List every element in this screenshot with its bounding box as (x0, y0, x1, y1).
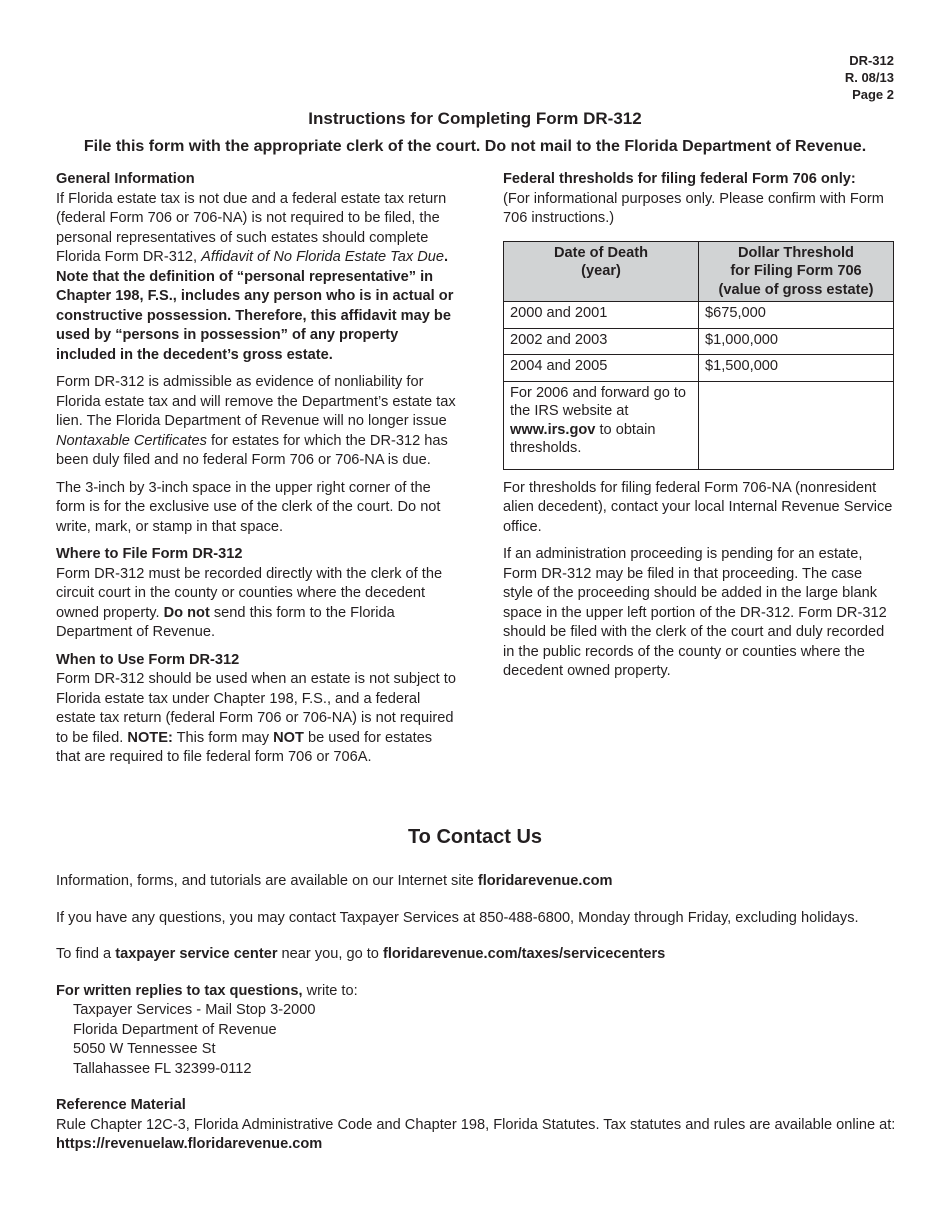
contact-info: Information, forms, and tutorials are available on our Internet site floridarevenue.com (56, 873, 613, 889)
page-title: Instructions for Completing Form DR-312 (308, 109, 642, 128)
general-information-heading: General Information (56, 171, 195, 187)
table-row (504, 381, 894, 469)
general-paragraph-1: If Florida estate tax is not due and a federal estate tax return (federal Form 706 or 706-NA) is not required to be filed, the personal representatives of such estates should complete Florida Form DR-312, Affidavit of No Florida Estate Tax Due. Note that the definition of “personal representative” in Chapter 198, F.S., includes any person who is in actual or constructive possession. Therefore, this affidavit may be used by “persons in possession” of any property included in the decedent’s gross estate. (56, 190, 454, 363)
contact-section (56, 872, 896, 1155)
general-paragraph-3: The 3-inch by 3-inch space in the upper right corner of the form is for the exclusive use of the clerk of the court. Do not write, mark, or stamp in that space. (56, 479, 441, 535)
left-column (56, 170, 456, 776)
service-centers-link[interactable]: floridarevenue.com/taxes/servicecenters (382, 946, 666, 962)
affidavit-title: Affidavit of No Florida Estate Tax Due (201, 249, 444, 265)
form-706-na-text: For thresholds for filing federal Form 706-NA (nonresident alien decedent), contact your local Internal Revenue Service office. (503, 479, 893, 535)
years-cell: For 2006 and forward go to the IRS website at www.irs.gov to obtain thresholds. (504, 381, 699, 469)
mailing-address (56, 1001, 896, 1079)
years-cell: 2004 and 2005 (504, 355, 699, 382)
table-header-row (504, 241, 894, 302)
address-line: 5050 W Tennessee St (73, 1041, 216, 1057)
table-row (504, 328, 894, 355)
date-of-death-header: Date of Death (year) (504, 241, 699, 302)
where-to-file-heading: Where to File Form DR-312 (56, 546, 243, 562)
thresholds-table (503, 241, 894, 470)
table-row (504, 355, 894, 382)
amount-cell (699, 381, 894, 469)
revenue-law-link[interactable]: https://revenuelaw.floridarevenue.com (56, 1136, 323, 1152)
page-number: Page 2 (852, 87, 894, 102)
address-line: Tallahassee FL 32399-0112 (73, 1060, 252, 1077)
contact-heading: To Contact Us (407, 826, 543, 848)
reference-material-heading: Reference Material (56, 1097, 186, 1113)
general-paragraph-2: Form DR-312 is admissible as evidence of nonliability for Florida estate tax and will remove the Department’s estate tax lien. The Florida Department of Revenue will no longer issue Nontaxable Certificates for estates for which the DR-312 has been duly filed and no federal Form 706 or 706-NA is due. (56, 374, 456, 468)
thresholds-heading: Federal thresholds for filing federal Form 706 only: (503, 171, 856, 187)
form-number: DR-312 (849, 53, 894, 68)
page-subtitle: File this form with the appropriate clerk of the court. Do not mail to the Florida Department of Revenue. (83, 138, 867, 155)
years-cell: 2002 and 2003 (504, 328, 699, 355)
service-center-info: To find a taxpayer service center near you, go to floridarevenue.com/taxes/servicecenters (56, 946, 666, 962)
written-replies: For written replies to tax questions, write to: Taxpayer Services - Mail Stop 3-2000 Florida Department of Revenue 5050 W Tennessee St Tallahassee FL 32399-0112 (56, 982, 896, 1080)
contact-phone: If you have any questions, you may contact Taxpayer Services at 850-488-6800, Monday through Friday, excluding holidays. (56, 909, 859, 926)
when-to-use-text: Form DR-312 should be used when an estate is not subject to Florida estate tax under Chapter 198, F.S., and a federal estate tax return (federal Form 706 or 706-NA) is not required to be filed. NOTE: This form may NOT be used for estates that are required to file federal form 706 or 706A. (56, 671, 456, 765)
dollar-threshold-header: Dollar Threshold for Filing Form 706 (value of gross estate) (699, 241, 894, 302)
right-column (503, 170, 895, 690)
form-identifier (845, 52, 894, 103)
website-link[interactable]: floridarevenue.com (477, 873, 613, 889)
when-to-use-heading: When to Use Form DR-312 (56, 651, 240, 668)
reference-material (56, 1096, 896, 1155)
when-to-use-section (56, 651, 456, 768)
amount-cell: $1,500,000 (699, 355, 894, 382)
amount-cell: $675,000 (699, 302, 894, 329)
administration-proceeding-text: If an administration proceeding is pending for an estate, Form DR-312 may be filed in that proceeding. The case style of the proceeding should be added in the large blank space in the upper left portion of the DR-312. Form DR-312 should be filed with the clerk of the court and duly recorded in the public records of the county or counties where the decedent owned property. (503, 546, 887, 679)
personal-representative-note: Note that the definition of “personal representative” in Chapter 198, F.S., includes any person who is in actual or constructive possession. Therefore, this affidavit may be used by “persons in possession” of any property included in the decedent’s gross estate. (56, 268, 454, 363)
where-to-file-section (56, 545, 456, 643)
amount-cell: $1,000,000 (699, 328, 894, 355)
irs-website-link[interactable]: www.irs.gov (510, 421, 596, 438)
general-information-section (56, 170, 456, 537)
table-row (504, 302, 894, 329)
thresholds-note: (For informational purposes only. Please confirm with Form 706 instructions.) (503, 190, 884, 226)
years-cell: 2000 and 2001 (504, 302, 699, 329)
where-to-file-text: Form DR-312 must be recorded directly with the clerk of the circuit court in the county or counties where the decedent owned property. Do not send this form to the Florida Department of Revenue. (56, 565, 443, 640)
address-line: Florida Department of Revenue (73, 1021, 277, 1038)
reference-material-text: Rule Chapter 12C-3, Florida Administrative Code and Chapter 198, Florida Statutes. Tax statutes and rules are available online at: https://revenuelaw.floridarevenue.com (56, 1116, 896, 1152)
address-line: Taxpayer Services - Mail Stop 3-2000 (73, 1002, 316, 1018)
form-revision: R. 08/13 (844, 70, 894, 85)
